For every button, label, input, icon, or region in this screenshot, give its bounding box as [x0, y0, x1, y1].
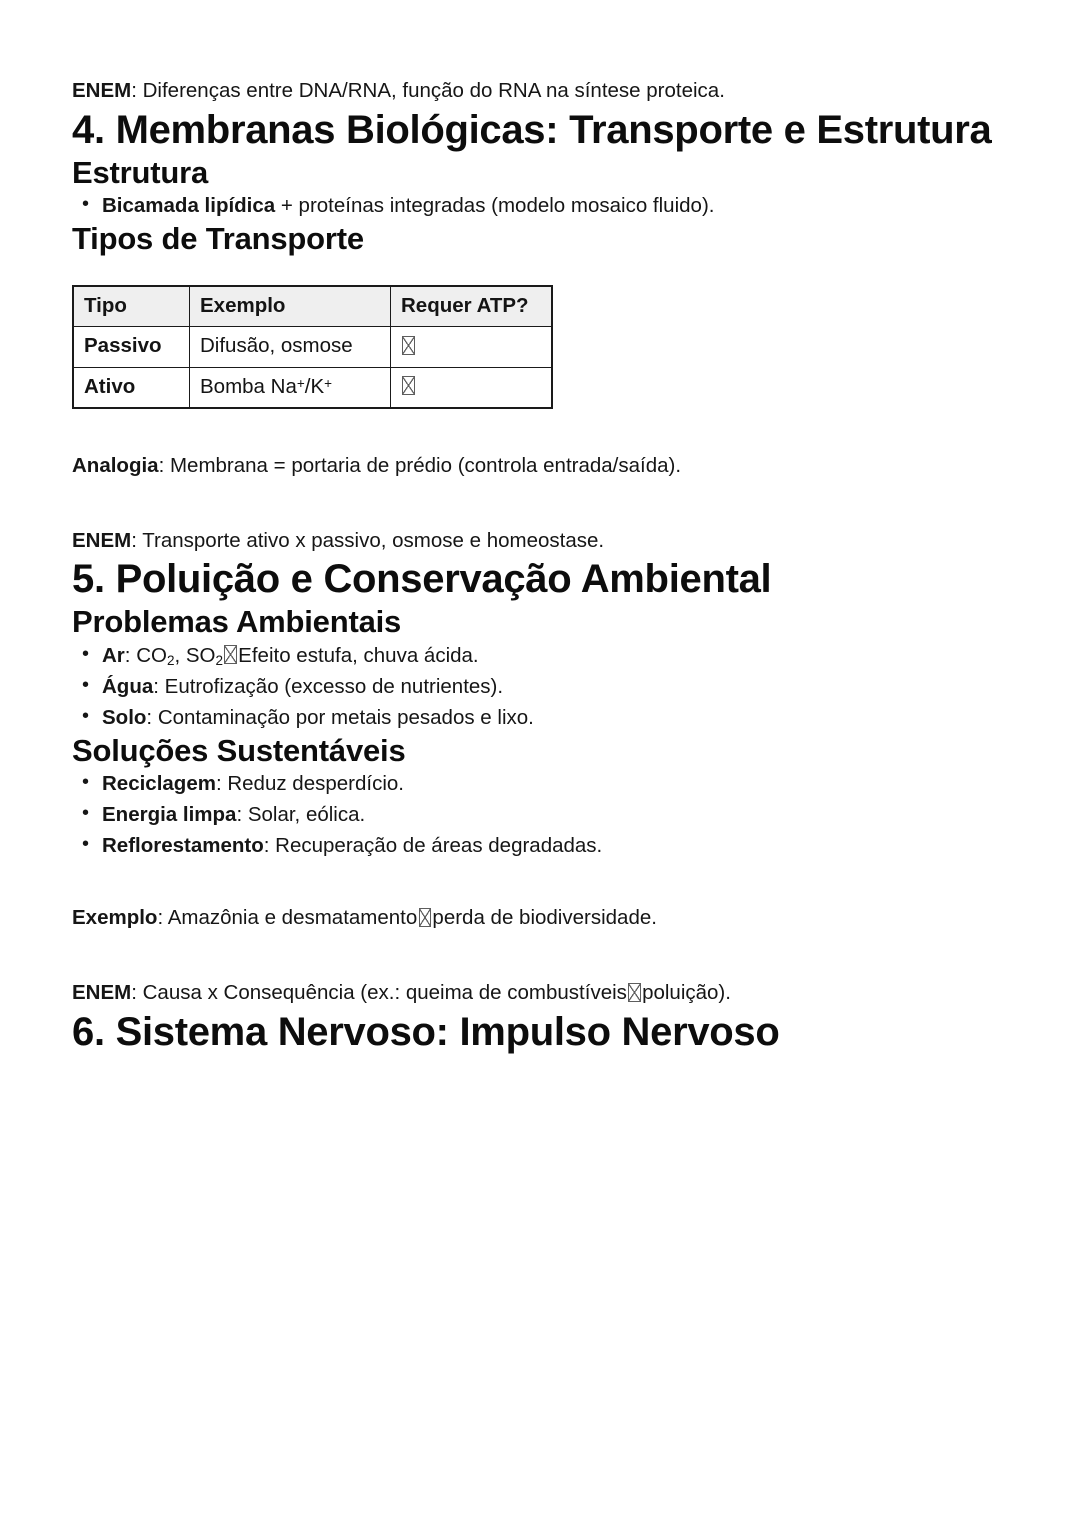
- missing-glyph-icon: [419, 908, 432, 927]
- enem-label: ENEM: [72, 528, 132, 552]
- list-item: [72, 191, 1008, 220]
- table-row: [73, 327, 552, 367]
- bullet-text-mid: , SO: [174, 643, 216, 667]
- enem-label: ENEM: [72, 981, 132, 1005]
- cell-atp-passivo: [391, 327, 553, 367]
- table-header-tipo: Tipo: [73, 286, 190, 327]
- list-item: [72, 800, 1008, 829]
- bullet-label: Ar: [102, 643, 125, 667]
- cell-exemplo-ativo-prefix: Bomba Na: [200, 374, 297, 398]
- list-item: [72, 672, 1008, 701]
- cell-exemplo-ativo: [190, 367, 391, 408]
- exemplo-label: Exemplo: [72, 906, 158, 930]
- table-body: [73, 327, 552, 408]
- enem-text-before: : Causa x Consequência (ex.: queima de combustíveis: [131, 981, 627, 1005]
- enem-label: ENEM: [72, 79, 132, 102]
- table-row: [73, 367, 552, 408]
- enem-text-after: poluição).: [642, 981, 731, 1005]
- subheading-tipos-de-transporte: Tipos de Transporte: [72, 221, 364, 257]
- bullet-text: : Recuperação de áreas degradadas.: [263, 834, 603, 858]
- missing-glyph-icon: [402, 336, 415, 355]
- subheading-estrutura: Estrutura: [72, 154, 209, 190]
- estrutura-bullet-list: [72, 191, 1008, 220]
- exemplo-text-after: perda de biodiversidade.: [432, 906, 657, 930]
- bullet-label: Reflorestamento: [102, 834, 264, 858]
- solucoes-bullet-list: [72, 769, 1008, 860]
- problemas-bullet-list: [72, 641, 1008, 732]
- bullet-text-before: : CO: [124, 643, 167, 667]
- analogia-note: [72, 451, 1008, 481]
- table-header-requer-atp: Requer ATP?: [391, 286, 553, 327]
- bullet-text-after: Efeito estufa, chuva ácida.: [238, 643, 479, 667]
- analogia-label: Analogia: [72, 453, 159, 477]
- transport-types-table: [72, 285, 553, 409]
- bullet-text: : Contaminação por metais pesados e lixo.: [146, 705, 534, 729]
- table-header-exemplo: Exemplo: [190, 286, 391, 327]
- section-heading-5: 5. Poluição e Conservação Ambiental: [72, 557, 772, 602]
- table-header-row: [73, 286, 552, 327]
- cell-atp-ativo: [391, 367, 553, 408]
- bullet-text: : Solar, eólica.: [236, 803, 366, 827]
- exemplo-note: [72, 903, 1008, 933]
- enem-note-top-text: : Diferenças entre DNA/RNA, função do RNA na síntese proteica.: [131, 79, 725, 102]
- superscript-plus: +: [324, 375, 333, 391]
- bullet-label: Solo: [102, 705, 147, 729]
- analogia-text: : Membrana = portaria de prédio (controla entrada/saída).: [158, 453, 682, 477]
- enem-note-section4-text: : Transporte ativo x passivo, osmose e homeostase.: [131, 528, 605, 552]
- subheading-solucoes-sustentaveis: Soluções Sustentáveis: [72, 732, 406, 768]
- cell-tipo-ativo: Ativo: [73, 367, 190, 408]
- list-item: [72, 769, 1008, 798]
- cell-exemplo-ativo-mid: /K: [304, 374, 325, 398]
- bullet-label: Energia limpa: [102, 803, 237, 827]
- section-heading-6: 6. Sistema Nervoso: Impulso Nervoso: [72, 1009, 780, 1054]
- bullet-label: Reciclagem: [102, 772, 216, 796]
- enem-note-top: [72, 76, 1008, 106]
- table-head: [73, 286, 552, 327]
- cell-exemplo-passivo: Difusão, osmose: [190, 327, 391, 367]
- subheading-problemas-ambientais: Problemas Ambientais: [72, 604, 402, 640]
- subscript-two: 2: [215, 652, 224, 668]
- missing-glyph-icon: [402, 376, 415, 395]
- bullet-label: Bicamada lipídica: [102, 193, 276, 217]
- bullet-text: : Reduz desperdício.: [215, 772, 404, 796]
- bullet-text: + proteínas integradas (modelo mosaico fluido).: [275, 193, 715, 217]
- subscript-two: 2: [166, 652, 175, 668]
- missing-glyph-icon: [628, 983, 641, 1002]
- list-item: [72, 703, 1008, 732]
- list-item: [72, 641, 1008, 670]
- enem-note-section4: [72, 526, 1008, 556]
- section-heading-4: 4. Membranas Biológicas: Transporte e Estrutura: [72, 107, 992, 152]
- cell-tipo-passivo: Passivo: [73, 327, 190, 367]
- list-item: [72, 831, 1008, 860]
- transport-table-wrapper: [72, 285, 1008, 409]
- exemplo-text-before: : Amazônia e desmatamento: [157, 906, 418, 930]
- missing-glyph-icon: [224, 645, 237, 664]
- bullet-text: : Eutrofização (excesso de nutrientes).: [153, 674, 504, 698]
- enem-note-section5: [72, 978, 1008, 1008]
- superscript-plus: +: [296, 375, 305, 391]
- bullet-label: Água: [102, 674, 154, 698]
